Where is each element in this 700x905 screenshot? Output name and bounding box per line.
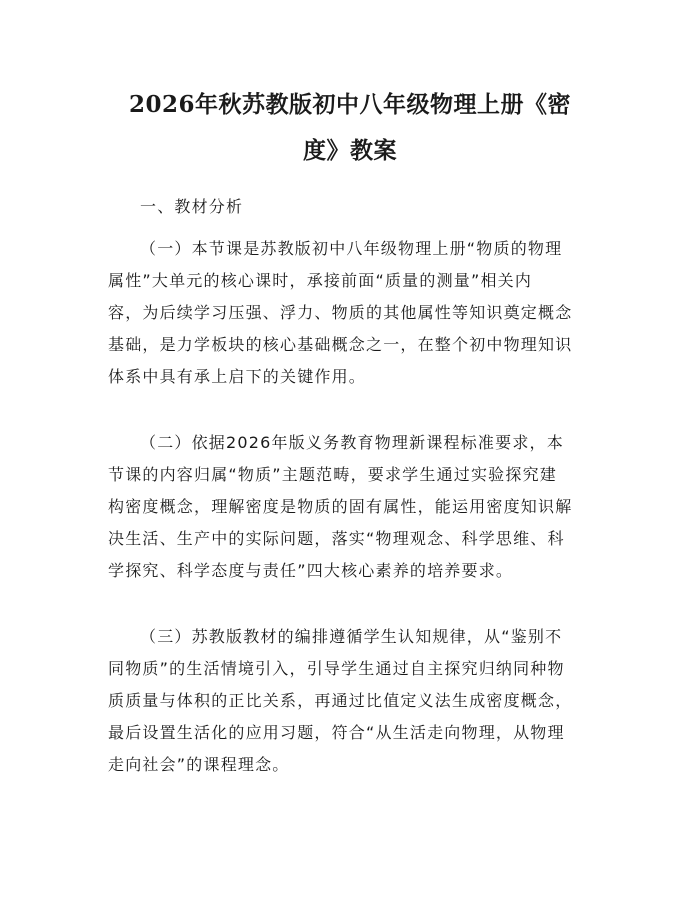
paragraph-line: 同物质”的生活情境引入，引导学生通过自主探究归纳同种物 [108,659,565,678]
paragraph-line: 构密度概念，理解密度是物质的固有属性，能运用密度知识解 [108,497,573,516]
paragraph-line: （二）依据2026年版义务教育物理新课程标准要求，本 [140,433,564,452]
paragraph-line: 体系中具有承上启下的关键作用。 [108,367,367,386]
section-heading: 一、教材分析 [140,197,244,216]
paragraph-line: （一）本节课是苏教版初中八年级物理上册“物质的物理 [140,239,563,258]
paragraph-line: 最后设置生活化的应用习题，符合“从生活走向物理，从物理 [108,723,565,742]
paragraph-line: 属性”大单元的核心课时，承接前面“质量的测量”相关内 [108,271,533,290]
document-title-line-1: 2026年秋苏教版初中八年级物理上册《密 [128,91,571,118]
paragraph-line: 容，为后续学习压强、浮力、物质的其他属性等知识奠定概念 [108,303,573,322]
paragraph-line: 走向社会”的课程理念。 [108,755,290,774]
paragraph-line: 质质量与体积的正比关系，再通过比值定义法生成密度概念， [108,691,573,710]
paragraph-line: （三）苏教版教材的编排遵循学生认知规律，从“鉴别不 [140,627,563,646]
paragraph-line: 基础，是力学板块的核心基础概念之一，在整个初中物理知识 [108,335,573,354]
paragraph-line: 节课的内容归属“物质”主题范畴，要求学生通过实验探究建 [108,465,557,484]
paragraph-line: 决生活、生产中的实际问题，落实“物理观念、科学思维、科 [108,529,565,548]
document-title-line-2: 度》教案 [303,137,397,164]
paragraph-line: 学探究、科学态度与责任”四大核心素养的培养要求。 [108,561,514,580]
